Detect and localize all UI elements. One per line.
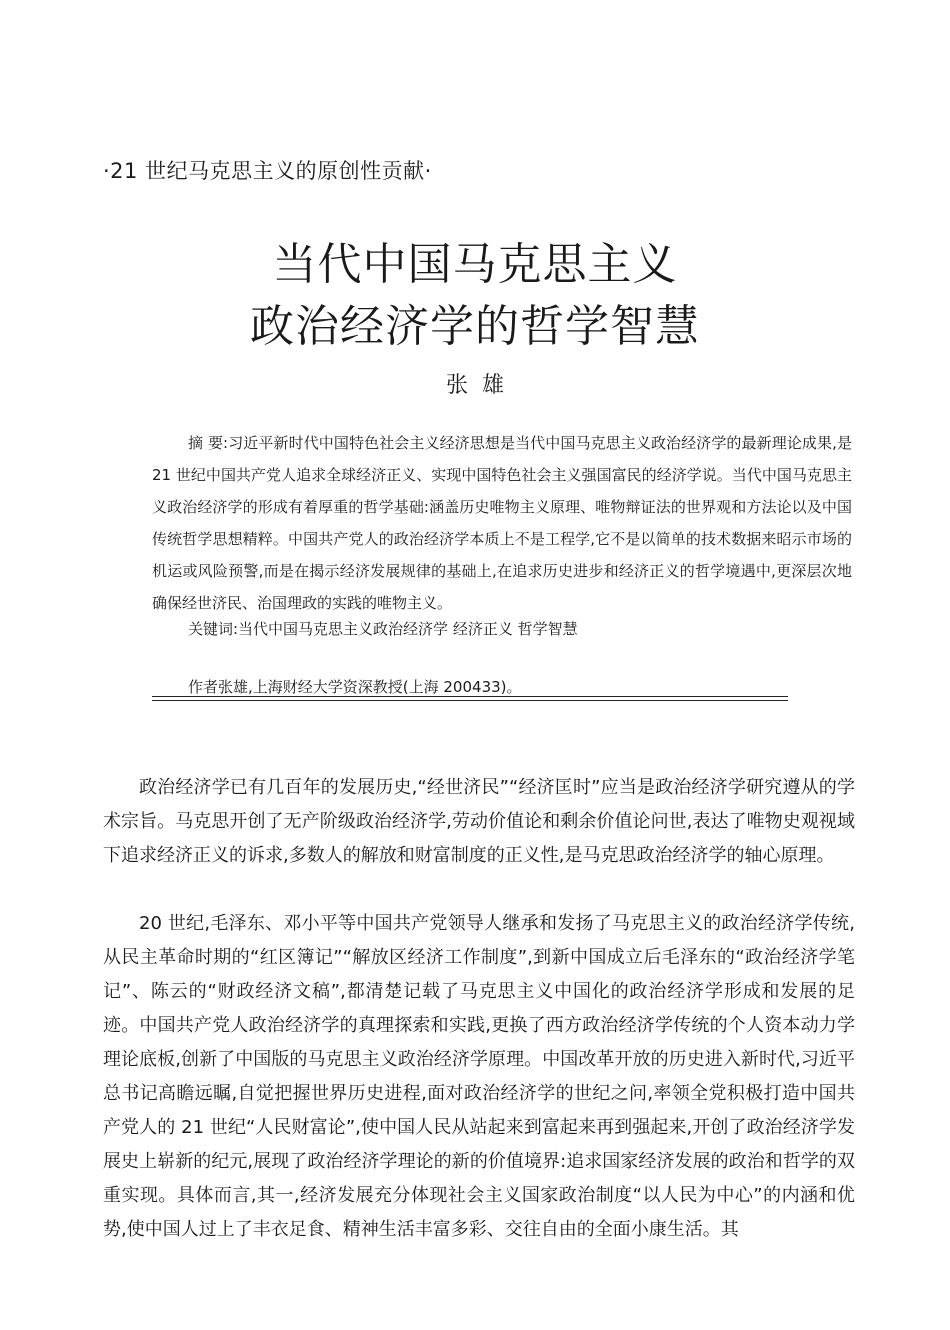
column-label: ·21 世纪马克思主义的原创性贡献· <box>103 159 432 183</box>
author-name: 张雄 <box>445 373 518 398</box>
body-paragraph-2: 20 世纪,毛泽东、邓小平等中国共产党领导人继承和发扬了马克思主义的政治经济学传统,从民主革命时期的“红区簿记”“解放区经济工作制度”,到新中国成立后毛泽东的“政治经济学笔记”、陈云的“财政经济文稿”,都清楚记载了马克思主义中国化的政治经济学形成和发展的足迹。中国共产党人政治经济学的真理探索和实践,更换了西方政治经济学传统的个人资本动力学理论底板,创新了中国版的马克思主义政治经济学原理。中国改革开放的历史进入新时代,习近平总书记高瞻远瞩,自觉把握世界历史进程,面对政治经济学的世纪之问,率领全党积极打造中国共产党人的 21 世纪“人民财富论”,使中国人民从站起来到富起来再到强起来,开创了政治经济学发展史上崭新的纪元,展现了政治经济学理论的新的价值境界:追求国家经济发展的政治和哲学的双重实现。具体而言,其一,经济发展充分体现社会主义国家政治制度“以人民为中心”的内涵和优势,使中国人过上了丰衣足食、精神生活丰富多彩、交往自由的全面小康生活。其 <box>103 913 855 1240</box>
article-title-line-2: 政治经济学的哲学智慧 <box>250 301 700 352</box>
abstract: 摘 要:习近平新时代中国特色社会主义经济思想是当代中国马克思主义政治经济学的最新理论成果,是 21 世纪中国共产党人追求全球经济正义、实现中国特色社会主义强国富民的经济学说。当代中国马克思主义政治经济学的形成有着厚重的哲学基础:涵盖历史唯物主义原理、唯物辩证法的世界观和方法论以及中国传统哲学思想精粹。中国共产党人的政治经济学本质上不是工程学,它不是以简单的技术数据来昭示市场的机运或风险预警,而是在揭示经济发展规律的基础上,在追求历史进步和经济正义的哲学境遇中,更深层次地确保经世济民、治国理政的实践的唯物主义。 <box>152 434 852 612</box>
keywords: 关键词:当代中国马克思主义政治经济学 经济正义 哲学智慧 <box>188 620 578 638</box>
author-note: 作者张雄,上海财经大学资深教授(上海 200433)。 <box>188 678 522 696</box>
body-paragraph-1: 政治经济学已有几百年的发展历史,“经世济民”“经济匡时”应当是政治经济学研究遵从的学术宗旨。马克思开创了无产阶级政治经济学,劳动价值论和剩余价值论问世,表达了唯物史观视域下追求经济正义的诉求,多数人的解放和财富制度的正义性,是马克思政治经济学的轴心原理。 <box>103 777 855 866</box>
footnote-divider <box>152 696 788 701</box>
article-title-line-1: 当代中国马克思主义 <box>272 239 678 290</box>
